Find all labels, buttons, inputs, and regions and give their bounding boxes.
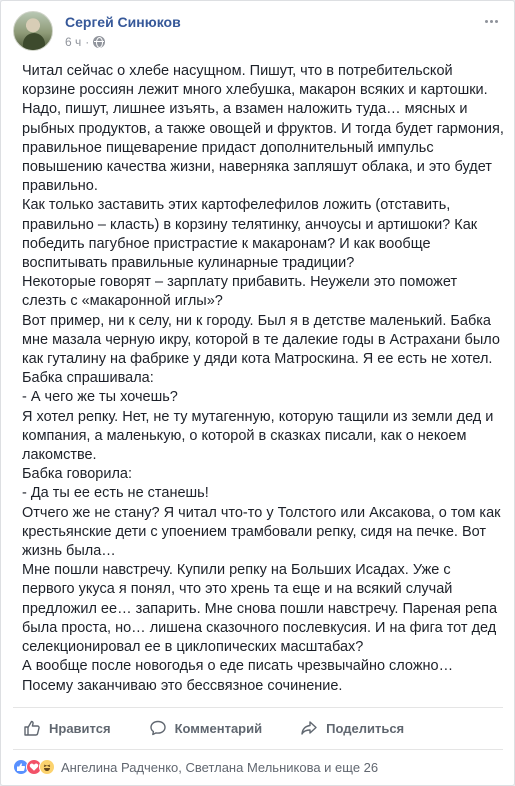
post-paragraph: Мне пошли навстречу. Купили репку на Больших Исадах. Уже с первого укуса я понял, что это хрень та еще и на всякий случай предложил ее… запарить. Мне снова пошли навстречу. Пареная репа была проста, но… лишена сказочного послевкусия. И на фига тот дед селекционировал ее в циклопических масштабах?	[22, 562, 502, 656]
post-text	[22, 62, 508, 696]
share-label: Поделиться	[326, 720, 405, 736]
post-paragraph: Как только заставить этих картофелефилов ложить (отставить, правильно – класть) в корзину телятинку, анчоусы и артишоки? Как победить пагубное пристрастие к макаронам? И как вообще воспитывать правильные кулинарные традиции?	[22, 197, 482, 272]
avatar-figure	[23, 33, 45, 51]
post-paragraph: Вот пример, ни к селу, ни к городу. Был я в детстве маленький. Бабка мне мазала черную икру, которой в те далекие годы в Астрахани было как гуталину на фабрике у дяди кота Матроскина. Я ее есть не хотел. Бабка спрашивала:	[22, 312, 504, 387]
post-paragraph: - Да ты ее есть не станешь!	[22, 485, 209, 502]
post-paragraph: Читал сейчас о хлебе насущном. Пишут, что в потребительской корзине россиян лежит много хлебушка, макарон всяких и картошки. Надо, пишут, лишнее изъять, а взамен наложить туда… мясных и рыбных продуктов, а также овощей и фруктов. И тогда будет гармония, правильное пищеварение придаст дополнительный импульс повышению качества жизни, наверняка запляшут облака, и это будет правильно.	[22, 63, 508, 195]
comment-icon	[149, 719, 167, 737]
haha-icon	[39, 759, 55, 775]
author-name[interactable]: Сергей Синюков	[65, 14, 181, 30]
post-paragraph: - А чего же ты хочешь?	[22, 389, 178, 406]
post-paragraph: Бабка говорила:	[22, 466, 132, 483]
thumbs-up-icon	[23, 719, 41, 737]
share-button[interactable]	[300, 719, 404, 737]
like-button[interactable]	[23, 719, 111, 737]
reaction-names[interactable]: Ангелина Радченко, Светлана Мельникова и еще 26	[61, 759, 379, 775]
reactions-top-divider	[13, 749, 503, 750]
meta-separator: ·	[85, 35, 90, 49]
globe-icon	[93, 36, 105, 48]
post-time[interactable]: 6 ч	[65, 35, 82, 49]
post-meta	[65, 35, 105, 49]
reaction-icons	[13, 759, 55, 775]
post-paragraph: Я хотел репку. Нет, не ту мутагенную, которую тащили из земли дед и компания, а маленькую, о которой в сказках писали, как о некоем лакомстве.	[22, 408, 498, 464]
comment-label: Комментарий	[174, 720, 263, 736]
post-paragraph: А вообще после новогодья о еде писать чрезвычайно сложно… Посему заканчиваю это бессвязное сочинение.	[22, 658, 458, 694]
post-paragraph: Отчего же не стану? Я читал что-то у Толстого или Аксакова, о том как крестьянские дети с упоением трамбовали репку, сидя на печке. Вот жизнь была…	[22, 504, 505, 560]
comment-button[interactable]	[149, 719, 263, 737]
avatar[interactable]	[13, 11, 53, 51]
post-header	[13, 11, 503, 61]
post-paragraph: Некоторые говорят – зарплату прибавить. Неужели это поможет слезть с «макаронной иглы»?	[22, 274, 462, 310]
more-options-icon[interactable]	[481, 13, 501, 29]
like-label: Нравится	[49, 720, 111, 736]
reactions-summary[interactable]	[13, 755, 503, 779]
post-actions	[13, 708, 503, 748]
share-icon	[300, 719, 318, 737]
